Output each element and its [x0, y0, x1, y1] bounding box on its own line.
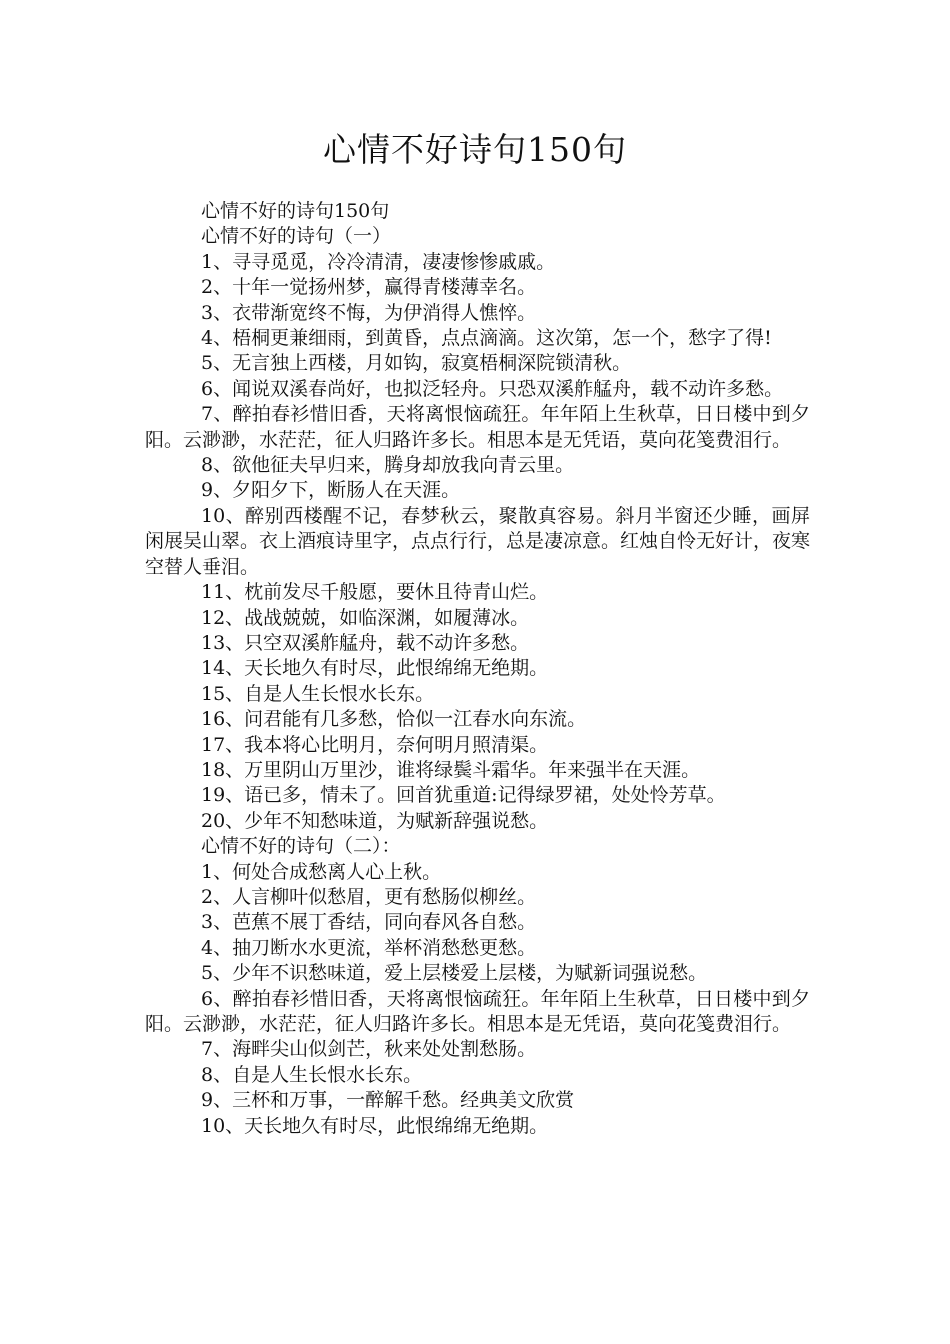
list-item: 10、天长地久有时尽，此恨绵绵无绝期。: [201, 1114, 549, 1137]
list-item: 4、梧桐更兼细雨，到黄昏，点点滴滴。这次第，怎一个，愁字了得!: [201, 327, 772, 350]
list-item: 17、我本将心比明月，奈何明月照清渠。: [201, 733, 549, 756]
list-item: 6、醉拍春衫惜旧香，天将离恨恼疏狂。年年陌上生秋草，日日楼中到夕阳。云渺渺，水茫茫，征人归路许多长。相思本是无凭语，莫向花笺费泪行。: [145, 987, 810, 1035]
list-item: 8、自是人生长恨水长东。: [201, 1063, 423, 1086]
list-item: 9、夕阳夕下，断肠人在天涯。: [201, 479, 461, 502]
list-item: 8、欲他征夫早归来，腾身却放我向青云里。: [201, 454, 575, 477]
list-item: 11、枕前发尽千般愿，要休且待青山烂。: [201, 581, 549, 604]
section-heading-two: 心情不好的诗句（二）：: [201, 835, 401, 858]
list-item: 14、天长地久有时尽，此恨绵绵无绝期。: [201, 657, 549, 680]
list-item: 10、醉别西楼醒不记，春梦秋云，聚散真容易。斜月半窗还少睡，画屏闲展吴山翠。衣上酒痕诗里字，点点行行，总是凄凉意。红烛自怜无好计，夜寒空替人垂泪。: [145, 504, 811, 578]
list-item: 20、少年不知愁味道，为赋新辞强说愁。: [201, 809, 549, 832]
list-item: 5、少年不识愁味道，爱上层楼爱上层楼，为赋新词强说愁。: [201, 962, 708, 985]
paragraph-subtitle: 心情不好的诗句150句: [201, 200, 390, 222]
list-item: 7、海畔尖山似剑芒，秋来处处割愁肠。: [201, 1038, 537, 1061]
list-item: 6、闻说双溪春尚好，也拟泛轻舟。只恐双溪舴艋舟，载不动许多愁。: [201, 377, 784, 400]
list-item: 2、人言柳叶似愁眉，更有愁肠似柳丝。: [201, 885, 537, 908]
document-body: [145, 199, 810, 1139]
list-item: 1、寻寻觅觅，冷冷清清，凄凄惨惨戚戚。: [201, 250, 556, 273]
list-item: 3、芭蕉不展丁香结，同向春风各自愁。: [201, 911, 537, 934]
section-heading-one: 心情不好的诗句（一）: [201, 225, 392, 248]
list-item: 4、抽刀断水水更流，举杯消愁愁更愁。: [201, 936, 537, 959]
list-item: 1、何处合成愁离人心上秋。: [201, 860, 442, 883]
list-item: 18、万里阴山万里沙，谁将绿鬓斗霜华。年来强半在天涯。: [201, 758, 701, 781]
list-item: 19、语已多，情未了。回首犹重道:记得绿罗裙，处处怜芳草。: [201, 784, 726, 807]
list-item: 15、自是人生长恨水长东。: [201, 682, 435, 705]
list-item: 3、衣带渐宽终不悔，为伊消得人憔悴。: [201, 301, 537, 324]
list-item: 7、醉拍春衫惜旧香，天将离恨恼疏狂。年年陌上生秋草，日日楼中到夕阳。云渺渺，水茫茫，征人归路许多长。相思本是无凭语，莫向花笺费泪行。: [145, 403, 810, 451]
document-title: 心情不好诗句150句: [323, 130, 627, 169]
list-item: 13、只空双溪舴艋舟，载不动许多愁。: [201, 631, 530, 654]
list-item: 2、十年一觉扬州梦，赢得青楼薄幸名。: [201, 276, 537, 299]
list-item: 5、无言独上西楼，月如钩，寂寞梧桐深院锁清秋。: [201, 352, 632, 375]
list-item: 12、战战兢兢，如临深渊，如履薄冰。: [201, 606, 530, 629]
list-item: 16、问君能有几多愁，恰似一江春水向东流。: [201, 708, 587, 731]
list-item: 9、三杯和万事，一醉解千愁。经典美文欣赏: [201, 1089, 575, 1112]
